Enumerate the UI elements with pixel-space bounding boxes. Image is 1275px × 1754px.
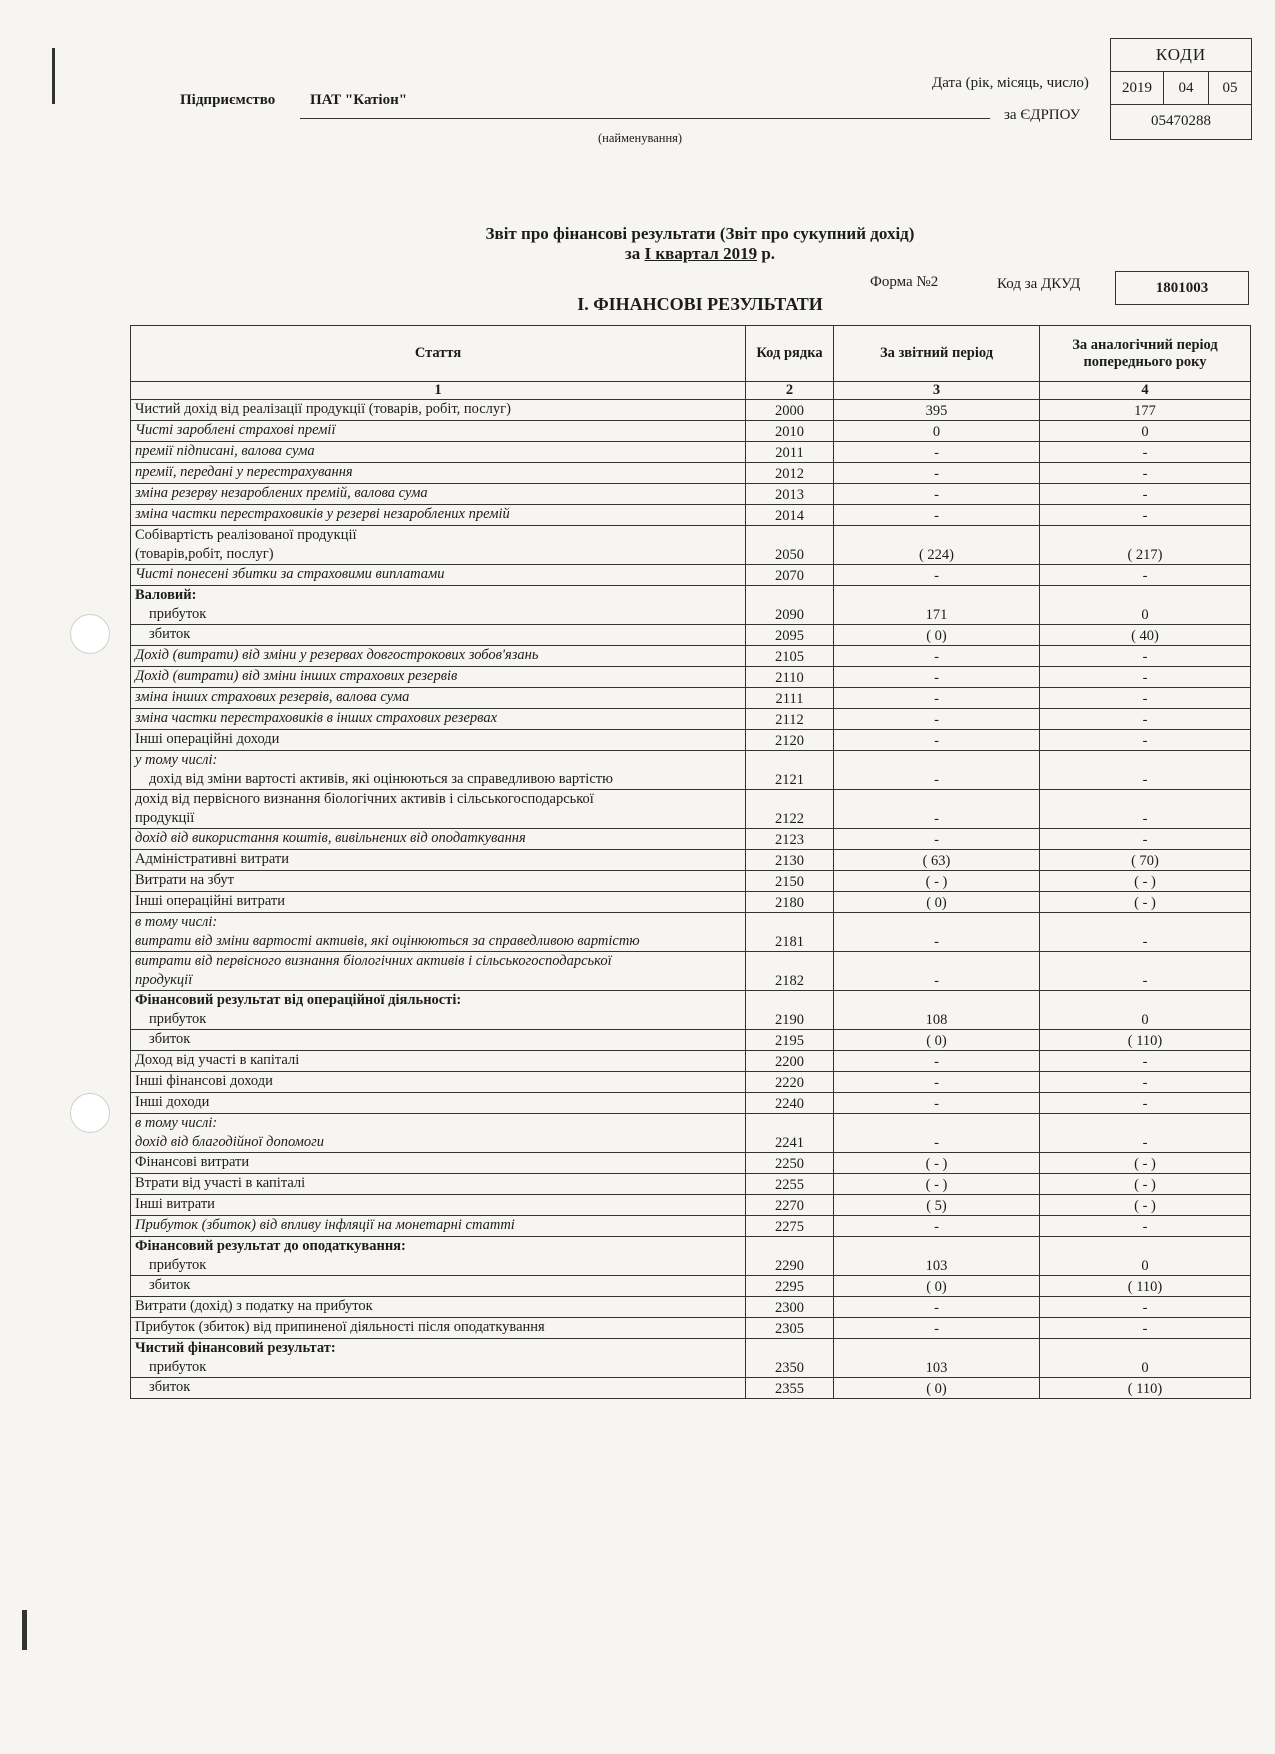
row-previous-value: ( - )	[1040, 871, 1251, 892]
row-previous-value: 177	[1040, 400, 1251, 421]
row-article	[131, 952, 746, 991]
row-current-value: -	[834, 484, 1040, 505]
row-code: 2200	[746, 1051, 834, 1072]
row-previous-value: -	[1040, 1318, 1251, 1339]
table-row	[131, 484, 1251, 505]
row-code: 2090	[746, 586, 834, 625]
table-row	[131, 952, 1251, 991]
report-title: Звіт про фінансові результати (Звіт про сукупний дохід)	[485, 224, 915, 243]
row-article	[131, 505, 746, 526]
row-article-line: (товарів,робіт, послуг)	[135, 546, 274, 562]
row-article-line: Чистий дохід від реалізації продукції (товарів, робіт, послуг)	[135, 401, 511, 417]
row-code: 2050	[746, 526, 834, 565]
row-previous-value: 0	[1040, 1237, 1251, 1276]
row-article	[131, 1195, 746, 1216]
row-code: 2300	[746, 1297, 834, 1318]
date-month: 04	[1163, 72, 1208, 104]
row-current-value: -	[834, 442, 1040, 463]
col-number: 4	[1040, 382, 1251, 400]
row-previous-value: -	[1040, 484, 1251, 505]
row-article	[131, 1030, 746, 1051]
row-previous-value: 0	[1040, 1339, 1251, 1378]
row-code: 2240	[746, 1093, 834, 1114]
row-previous-value: ( 110)	[1040, 1378, 1251, 1399]
row-article-line: дохід від зміни вартості активів, які оцінюються за справедливою вартістю	[149, 771, 613, 787]
codes-title: КОДИ	[1111, 39, 1251, 72]
row-current-value: -	[834, 667, 1040, 688]
row-current-value: -	[834, 505, 1040, 526]
edrpou-label: за ЄДРПОУ	[1004, 107, 1081, 123]
row-article	[131, 1378, 746, 1399]
row-code: 2121	[746, 751, 834, 790]
row-previous-value: -	[1040, 688, 1251, 709]
table-row	[131, 400, 1251, 421]
row-article-line: Прибуток (збиток) від припиненої діяльності після оподаткування	[135, 1319, 545, 1335]
row-code: 2305	[746, 1318, 834, 1339]
row-article	[131, 1174, 746, 1195]
row-code: 2000	[746, 400, 834, 421]
table-row	[131, 1318, 1251, 1339]
row-code: 2250	[746, 1153, 834, 1174]
row-current-value: ( 5)	[834, 1195, 1040, 1216]
row-current-value: -	[834, 1318, 1040, 1339]
row-article-line: в тому числі:	[135, 914, 218, 930]
row-current-value: -	[834, 1051, 1040, 1072]
row-article	[131, 1216, 746, 1237]
row-previous-value: -	[1040, 1093, 1251, 1114]
period-suffix: р.	[761, 244, 776, 263]
table-row	[131, 751, 1251, 790]
row-previous-value: ( 110)	[1040, 1030, 1251, 1051]
row-article-line: Валовий:	[135, 587, 197, 603]
table-row	[131, 565, 1251, 586]
table-row	[131, 1174, 1251, 1195]
row-article	[131, 400, 746, 421]
row-current-value: -	[834, 730, 1040, 751]
row-code: 2123	[746, 829, 834, 850]
row-article-line: збиток	[149, 1031, 191, 1047]
table-row	[131, 1153, 1251, 1174]
row-article-line: премії підписані, валова сума	[135, 443, 315, 459]
row-current-value: ( 63)	[834, 850, 1040, 871]
table-row	[131, 1072, 1251, 1093]
row-article-line: Інші доходи	[135, 1094, 210, 1110]
row-current-value: ( 0)	[834, 1030, 1040, 1051]
row-article	[131, 1153, 746, 1174]
row-article-line: Інші фінансові доходи	[135, 1073, 273, 1089]
row-code: 2105	[746, 646, 834, 667]
row-previous-value: ( - )	[1040, 1174, 1251, 1195]
row-previous-value: -	[1040, 1051, 1251, 1072]
row-article	[131, 829, 746, 850]
table-row	[131, 1030, 1251, 1051]
row-previous-value: -	[1040, 751, 1251, 790]
table-row	[131, 1297, 1251, 1318]
row-article-line: Втрати від участі в капіталі	[135, 1175, 306, 1191]
row-article-line: Чистий фінансовий результат:	[135, 1340, 336, 1356]
row-previous-value: -	[1040, 829, 1251, 850]
row-article-line: Інші операційні доходи	[135, 731, 280, 747]
row-code: 2190	[746, 991, 834, 1030]
row-previous-value: ( 110)	[1040, 1276, 1251, 1297]
table-row	[131, 790, 1251, 829]
row-article-line: у тому числі:	[135, 752, 218, 768]
row-article	[131, 1051, 746, 1072]
table-row	[131, 829, 1251, 850]
row-article-line: збиток	[149, 626, 191, 642]
row-article-line: дохід від первісного визнання біологічних активів і сільськогосподарської	[135, 791, 594, 807]
row-article-line: премії, передані у перестрахування	[135, 464, 353, 480]
row-article	[131, 1093, 746, 1114]
row-article	[131, 442, 746, 463]
row-previous-value: -	[1040, 1114, 1251, 1153]
row-article-line: Витрати на збут	[135, 872, 234, 888]
row-article-line: Прибуток (збиток) від впливу інфляції на монетарні статті	[135, 1217, 515, 1233]
row-code: 2350	[746, 1339, 834, 1378]
row-article	[131, 850, 746, 871]
row-current-value: 395	[834, 400, 1040, 421]
table-row	[131, 667, 1251, 688]
row-article-line: зміна частки перестраховиків у резерві незароблених премій	[135, 506, 510, 522]
row-article	[131, 421, 746, 442]
row-article-line: дохід від благодійної допомоги	[135, 1134, 325, 1150]
row-previous-value: -	[1040, 1216, 1251, 1237]
row-current-value: 108	[834, 991, 1040, 1030]
row-article-line: Чисті понесені збитки за страховими виплатами	[135, 566, 445, 582]
table-row	[131, 1051, 1251, 1072]
row-current-value: ( 0)	[834, 1276, 1040, 1297]
row-code: 2014	[746, 505, 834, 526]
row-code: 2150	[746, 871, 834, 892]
period-prefix: за	[624, 244, 641, 263]
row-article-line: зміна резерву незароблених премій, валова сума	[135, 485, 428, 501]
row-current-value: ( 0)	[834, 625, 1040, 646]
row-previous-value: 0	[1040, 421, 1251, 442]
row-code: 2011	[746, 442, 834, 463]
dkud-code: 1801003	[1115, 271, 1249, 305]
row-article-line: прибуток	[149, 1257, 207, 1273]
row-article	[131, 667, 746, 688]
row-previous-value: -	[1040, 1072, 1251, 1093]
row-current-value: 103	[834, 1339, 1040, 1378]
row-previous-value: ( 70)	[1040, 850, 1251, 871]
table-row	[131, 463, 1251, 484]
table-row	[131, 1216, 1251, 1237]
row-current-value: 103	[834, 1237, 1040, 1276]
codes-box	[1110, 38, 1252, 140]
table-row	[131, 625, 1251, 646]
row-article-line: дохід від використання коштів, вивільнених від оподаткування	[135, 830, 526, 846]
row-article-line: Дохід (витрати) від зміни інших страхових резервів	[135, 668, 458, 684]
row-current-value: -	[834, 1093, 1040, 1114]
row-article	[131, 1072, 746, 1093]
row-current-value: ( 0)	[834, 892, 1040, 913]
row-article-line: Витрати (дохід) з податку на прибуток	[135, 1298, 373, 1314]
row-article-line: Адміністративні витрати	[135, 851, 289, 867]
report-period	[400, 244, 1000, 264]
scan-mark	[52, 48, 55, 104]
row-article	[131, 625, 746, 646]
table-row	[131, 526, 1251, 565]
row-current-value: -	[834, 565, 1040, 586]
row-code: 2270	[746, 1195, 834, 1216]
row-previous-value: -	[1040, 709, 1251, 730]
row-previous-value: 0	[1040, 586, 1251, 625]
row-article	[131, 586, 746, 625]
row-code: 2111	[746, 688, 834, 709]
row-code: 2180	[746, 892, 834, 913]
punch-hole	[70, 1093, 110, 1133]
row-article-line: Чисті зароблені страхові премії	[135, 422, 336, 438]
row-code: 2012	[746, 463, 834, 484]
header-code: Код рядка	[746, 326, 834, 382]
table-row	[131, 991, 1251, 1030]
row-article-line: Інші витрати	[135, 1196, 215, 1212]
row-article-line: продукції	[135, 810, 195, 826]
row-article	[131, 1339, 746, 1378]
row-article-line: Собівартість реалізованої продукції	[135, 527, 357, 543]
row-current-value: -	[834, 463, 1040, 484]
row-article-line: продукції	[135, 972, 193, 988]
row-article	[131, 1276, 746, 1297]
row-code: 2295	[746, 1276, 834, 1297]
row-article	[131, 991, 746, 1030]
row-current-value: 0	[834, 421, 1040, 442]
row-code: 2110	[746, 667, 834, 688]
row-code: 2220	[746, 1072, 834, 1093]
table-row	[131, 442, 1251, 463]
table-header-row	[131, 326, 1251, 382]
edrpou-code: 05470288	[1151, 113, 1211, 129]
table-row	[131, 1276, 1251, 1297]
row-current-value: ( 224)	[834, 526, 1040, 565]
row-article-line: Інші операційні витрати	[135, 893, 286, 909]
row-article-line: в тому числі:	[135, 1115, 218, 1131]
row-current-value: 171	[834, 586, 1040, 625]
row-current-value: -	[834, 1297, 1040, 1318]
row-article-line: збиток	[149, 1277, 191, 1293]
table-row	[131, 1093, 1251, 1114]
table-row	[131, 730, 1251, 751]
row-article-line: зміна інших страхових резервів, валова сума	[135, 689, 410, 705]
row-article-line: прибуток	[149, 1359, 207, 1375]
row-article-line: витрати від первісного визнання біологічних активів і сільськогосподарської	[135, 953, 612, 969]
date-year: 2019	[1122, 80, 1152, 96]
row-article-line: Фінансові витрати	[135, 1154, 250, 1170]
punch-hole	[70, 614, 110, 654]
row-code: 2120	[746, 730, 834, 751]
col-number: 1	[131, 382, 746, 400]
row-article	[131, 913, 746, 952]
row-previous-value: -	[1040, 505, 1251, 526]
enterprise-name: ПАТ "Катіон"	[310, 92, 408, 108]
row-article-line: витрати від зміни вартості активів, які оцінюються за справедливою вартістю	[135, 933, 640, 949]
row-previous-value: ( 217)	[1040, 526, 1251, 565]
row-current-value: -	[834, 952, 1040, 991]
row-current-value: ( - )	[834, 871, 1040, 892]
row-previous-value: 0	[1040, 991, 1251, 1030]
row-article	[131, 565, 746, 586]
financial-results-table	[130, 325, 1251, 1399]
row-code: 2013	[746, 484, 834, 505]
row-current-value: -	[834, 751, 1040, 790]
col-number: 2	[746, 382, 834, 400]
table-row	[131, 505, 1251, 526]
row-article	[131, 463, 746, 484]
row-article	[131, 688, 746, 709]
row-previous-value: -	[1040, 952, 1251, 991]
row-previous-value: -	[1040, 1297, 1251, 1318]
row-code: 2290	[746, 1237, 834, 1276]
row-current-value: -	[834, 790, 1040, 829]
row-article-line: Фінансовий результат до оподаткування:	[135, 1238, 406, 1254]
row-code: 2112	[746, 709, 834, 730]
row-code: 2195	[746, 1030, 834, 1051]
row-current-value: -	[834, 1216, 1040, 1237]
row-current-value: -	[834, 913, 1040, 952]
scan-mark	[22, 1610, 27, 1650]
row-code: 2355	[746, 1378, 834, 1399]
row-code: 2070	[746, 565, 834, 586]
row-code: 2275	[746, 1216, 834, 1237]
column-number-row	[131, 382, 1251, 400]
table-row	[131, 913, 1251, 952]
row-previous-value: -	[1040, 463, 1251, 484]
row-code: 2095	[746, 625, 834, 646]
row-previous-value: ( 40)	[1040, 625, 1251, 646]
row-article-line: Фінансовий результат від операційної діяльності:	[135, 992, 462, 1008]
row-article-line: зміна частки перестраховиків в інших страхових резервах	[135, 710, 498, 726]
header-article: Стаття	[131, 326, 746, 382]
date-label: Дата (рік, місяць, число)	[932, 75, 1089, 91]
table-row	[131, 709, 1251, 730]
section-title: I. ФІНАНСОВІ РЕЗУЛЬТАТИ	[577, 294, 823, 314]
table-row	[131, 892, 1251, 913]
row-code: 2255	[746, 1174, 834, 1195]
row-previous-value: -	[1040, 565, 1251, 586]
row-article	[131, 1237, 746, 1276]
row-article	[131, 484, 746, 505]
date-cells	[1111, 72, 1251, 105]
table-row	[131, 1339, 1251, 1378]
row-article	[131, 790, 746, 829]
row-current-value: -	[834, 1114, 1040, 1153]
row-current-value: ( - )	[834, 1174, 1040, 1195]
row-code: 2241	[746, 1114, 834, 1153]
row-article	[131, 892, 746, 913]
row-article-line: збиток	[149, 1379, 191, 1395]
row-previous-value: ( - )	[1040, 1195, 1251, 1216]
row-article	[131, 1114, 746, 1153]
row-article	[131, 730, 746, 751]
row-article	[131, 751, 746, 790]
enterprise-label: Підприємство	[180, 92, 276, 108]
row-previous-value: -	[1040, 646, 1251, 667]
row-current-value: -	[834, 1072, 1040, 1093]
table-row	[131, 1237, 1251, 1276]
row-article-line: Доход від участі в капіталі	[135, 1052, 300, 1068]
table-row	[131, 1378, 1251, 1399]
header-current: За звітний період	[834, 326, 1040, 382]
row-previous-value: ( - )	[1040, 892, 1251, 913]
row-current-value: -	[834, 829, 1040, 850]
row-code: 2182	[746, 952, 834, 991]
row-code: 2130	[746, 850, 834, 871]
table-row	[131, 871, 1251, 892]
date-day: 05	[1208, 72, 1251, 104]
row-code: 2010	[746, 421, 834, 442]
enterprise-underline	[300, 118, 990, 119]
table-row	[131, 586, 1251, 625]
row-article-line: Дохід (витрати) від зміни у резервах довгострокових зобов'язань	[135, 647, 539, 663]
row-previous-value: -	[1040, 730, 1251, 751]
row-current-value: -	[834, 646, 1040, 667]
table-row	[131, 688, 1251, 709]
table-row	[131, 1114, 1251, 1153]
row-article-line: прибуток	[149, 1011, 207, 1027]
row-current-value: ( 0)	[834, 1378, 1040, 1399]
name-caption: (найменування)	[598, 131, 683, 145]
row-article	[131, 526, 746, 565]
row-previous-value: ( - )	[1040, 1153, 1251, 1174]
table-row	[131, 646, 1251, 667]
row-article	[131, 871, 746, 892]
table-row	[131, 421, 1251, 442]
row-previous-value: -	[1040, 667, 1251, 688]
dkud-label: Код за ДКУД	[997, 276, 1081, 292]
row-code: 2122	[746, 790, 834, 829]
row-article	[131, 709, 746, 730]
row-current-value: ( - )	[834, 1153, 1040, 1174]
row-previous-value: -	[1040, 442, 1251, 463]
table-row	[131, 1195, 1251, 1216]
table-row	[131, 850, 1251, 871]
row-article-line: прибуток	[149, 606, 207, 622]
col-number: 3	[834, 382, 1040, 400]
form-label: Форма №2	[870, 274, 939, 290]
row-article	[131, 1297, 746, 1318]
row-article	[131, 1318, 746, 1339]
row-previous-value: -	[1040, 790, 1251, 829]
row-previous-value: -	[1040, 913, 1251, 952]
row-code: 2181	[746, 913, 834, 952]
period-value: I квартал 2019	[644, 244, 758, 263]
row-article	[131, 646, 746, 667]
row-current-value: -	[834, 688, 1040, 709]
header-previous: За аналогічний період попереднього року	[1040, 326, 1251, 382]
row-current-value: -	[834, 709, 1040, 730]
